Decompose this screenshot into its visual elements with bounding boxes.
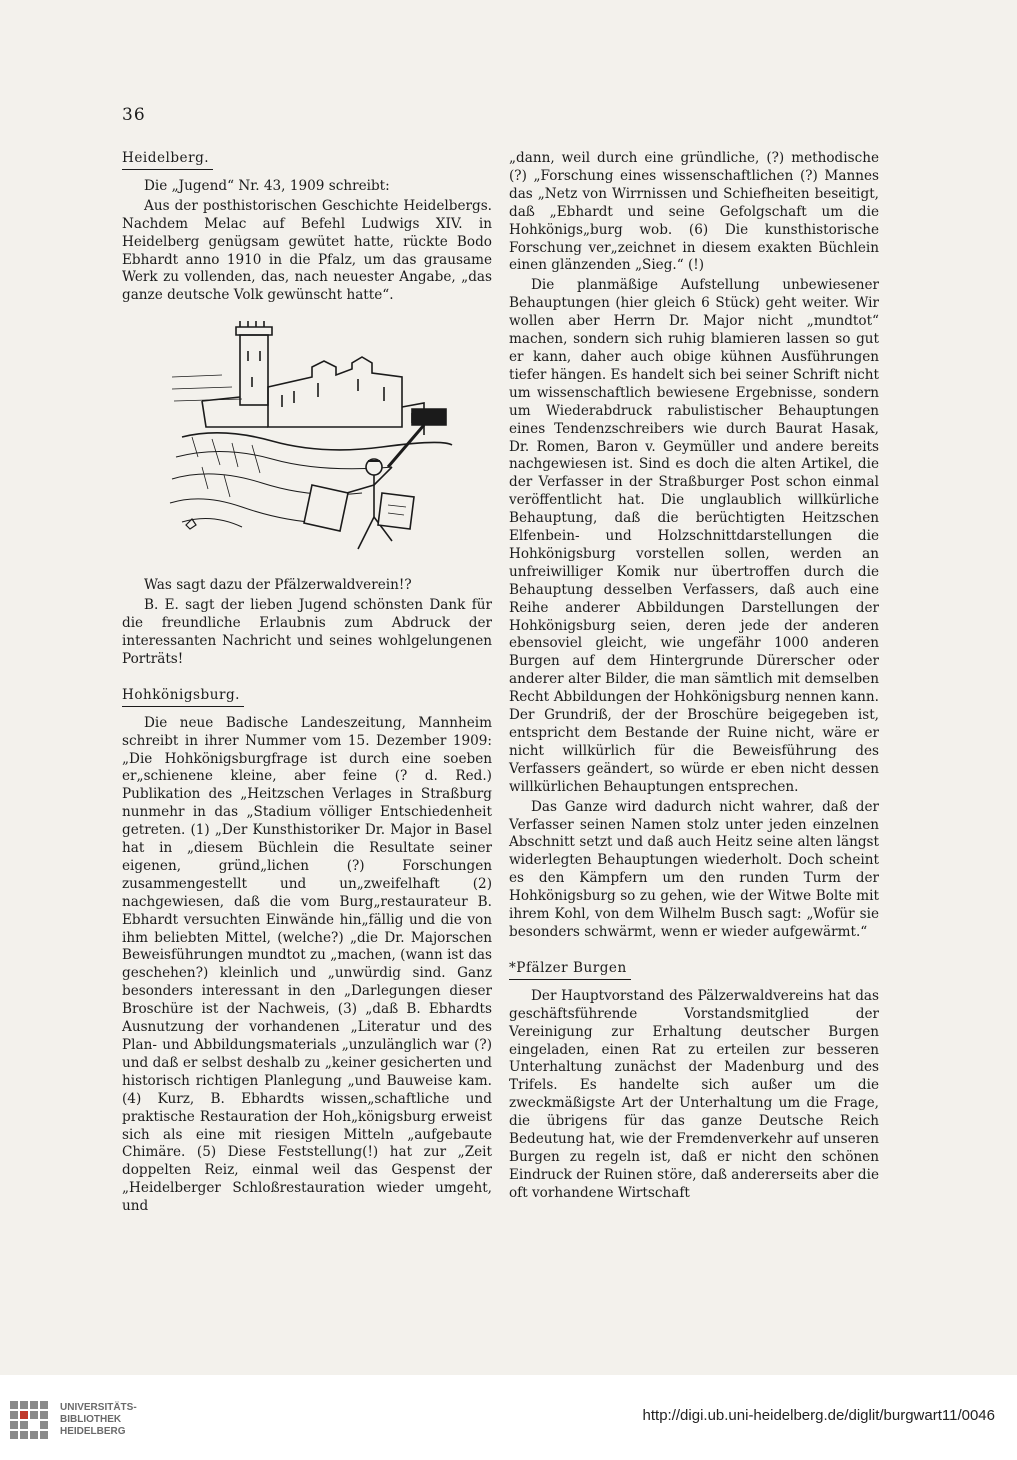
logo-line: UNIVERSITÄTS- <box>60 1402 137 1413</box>
viewer-footer <box>0 1375 1017 1460</box>
logo-line: HEIDELBERG <box>60 1426 126 1437</box>
source-url[interactable]: http://digi.ub.uni-heidelberg.de/diglit/burgwart11/0046 <box>642 1407 995 1424</box>
library-logo-icon <box>6 1397 52 1443</box>
paragraph: Die neue Badische Landeszeitung, Mannheim schreibt in ihrer Nummer vom 15. Dezember 1909: „Die Hohkönigsburgfrage ist durch eine soeben er„schienene kleine, aber feine (? d. Red.) Publikation des „Heitzschen Verlages in Straßburg nunmehr in das „Stadium völliger Entschiedenheit getreten. (1) „Der Kunsthistoriker Dr. Major in Basel hat in „diesem Büchlein die Resultate seiner eigenen, gründ„lichen (?) Forschungen zusammengestellt und un„zweifelhaft (2) nachgewiesen, daß die vom Burg„restaurateur B. Ebhardt versuchten Einwände hin„fällig und die von ihm beliebten Mittel, (welche?) „die Dr. Majorschen Beweisführungen mundtot zu „machen, (wann ist das geschehen?) kleinlich und „unwürdig sind. Ganz besonders interessant in den „Darlegungen dieser Broschüre ist der Nachweis, (3) „daß B. Ebhardts Ausnutzung der vorhandenen „Literatur und des Plan- und Abbildungsmaterials „unzulänglich war (?) und daß er selbst deshalb zu „keiner gesicherten und historisch richtigen Planlegung „und Bauweise kam. (4) Kurz, B. Ebhardts wissen„schaftliche und praktische Restauration der Hoh„königsburg erweist sich als eine mit riesigen Mitteln „aufgebaute Chimäre. (5) Diese Feststellung(!) hat zur „Zeit doppelten Reiz, einmal weil das Gespenst der „Heidelberger Schloßrestauration wieder umgeht, und <box>122 714 492 1215</box>
caricature-illustration <box>162 317 462 567</box>
castle-caricature-image <box>162 317 462 567</box>
paragraph: Was sagt dazu der Pfälzerwaldverein!? <box>144 577 412 594</box>
page-number: 36 <box>122 105 146 125</box>
heading-heidelberg: Heidelberg. <box>122 150 213 170</box>
paragraph: Das Ganze wird dadurch nicht wahrer, daß der Verfasser seinen Namen stolz unter jeden einzelnen Abschnitt setzt und daß auch Heitz seine alten längst widerlegten Behauptungen wiederholt. Doch scheint es den Kämpfern um den runden Turm der Hohkönigsburg so zu gehen, wie der Witwe Bolte mit ihrem Kohl, von dem Wilhelm Busch sagt: „Wofür sie besonders schwärmt, wenn er wieder aufgewärmt.“ <box>509 798 879 940</box>
right-column <box>509 150 879 1205</box>
paragraph: Aus der posthistorischen Geschichte Heidelbergs. Nachdem Melac auf Befehl Ludwigs XIV. in Heidelberg genügsam gewütet hatte, rückte Bodo Ebhardt anno 1910 in die Pfalz, um das grausame Werk zu vollenden, das, nach neuester Angabe, „das ganze deutsche Volk gewünscht hatte“. <box>122 197 492 304</box>
paragraph: Die planmäßige Aufstellung unbewiesener Behauptungen (hier gleich 6 Stück) geht weiter. Wir wollen aber Herrn Dr. Major nicht „mundtot“ machen, sondern sich ruhig blamieren lassen so gut er kann, daher auch obige kühnen Ausführungen tiefer hängen. Es handelt sich bei seiner Schrift nicht um wissenschaftlich bewiesene Ergebnisse, sondern um Wiederabdruck rabulistischer Behauptungen eines Tendenzschreibers wie durch Baurat Hasak, Dr. Romen, Baron v. Geymüller und andere bereits nachgewiesen ist. Sind es doch die alten Artikel, die der Verfasser in der Straßburger Post schon einmal veröffentlicht hat. Die unglaublich willkürliche Behauptung, daß die berüchtigten Heitzschen Elfenbein- und Holzschnittdarstellungen die Hohkönigsburg vorstellen sollen, werden an unfreiwilliger Komik nur übertroffen durch die Behauptung desselben Verfassers, daß auch eine Reihe anderer Abbildungen Darstellungen der Hohkönigsburg seien, deren jede der anderen ebensoviel gleicht, wie ungefähr 1000 anderen Burgen auf dem Hintergrunde Dürerscher oder anderer alter Bilder, die man sämtlich mit demselben Recht Abbildungen der Hohkönigsburg nennen kann. Der Grundriß, der der Broschüre beigegeben ist, entspricht dem Bestande der Ruine nicht, wäre er nicht willkürlich für die Beweisführung des Verfassers geändert, so würde er eben nicht dessen willkürlichen Behauptungen entsprechen. <box>509 277 879 795</box>
heading-hohkoenigsburg: Hohkönigsburg. <box>122 687 244 707</box>
library-logo-text <box>60 1402 137 1438</box>
paragraph: „dann, weil durch eine gründliche, (?) methodische (?) „Forschung eines wissenschaftlichen (?) Mannes das „Netz von Wirrnissen und Schiefheiten beseitigt, daß „Ebhardt und seine Gefolgschaft um die Hohkönigs„burg wob. (6) Die kunsthistorische Forschung ver„zeichnet in diesem exakten Büchlein einen glänzenden „Sieg.“ (!) <box>509 150 879 274</box>
heading-pfaelzer-burgen: *Pfälzer Burgen <box>509 960 631 980</box>
logo-line: BIBLIOTHEK <box>60 1414 122 1425</box>
library-logo[interactable] <box>6 1397 137 1443</box>
left-column <box>122 150 492 1218</box>
paragraph: Die „Jugend“ Nr. 43, 1909 schreibt: <box>144 177 390 194</box>
paragraph: Der Hauptvorstand des Pälzerwaldvereins hat das geschäftsführende Vorstandsmitglied der Vereinigung zur Erhaltung deutscher Burgen eingeladen, einen Rat zu erteilen zur besseren Unterhaltung zunächst der Madenburg und des Trifels. Es handelte sich außer um die zweckmäßigste Art der Unterhaltung um die Frage, die übrigens für das ganze Deutsche Reich Bedeutung hat, wie der Fremdenverkehr auf unseren Burgen zu regeln ist, daß er nicht den schönen Eindruck der Ruinen störe, daß andererseits aber die oft vorhandene Wirtschaft <box>509 987 879 1201</box>
paragraph: B. E. sagt der lieben Jugend schönsten Dank für die freundliche Erlaubnis zum Abdruck der interessanten Nachricht und seines wohlgelungenen Porträts! <box>122 597 492 667</box>
